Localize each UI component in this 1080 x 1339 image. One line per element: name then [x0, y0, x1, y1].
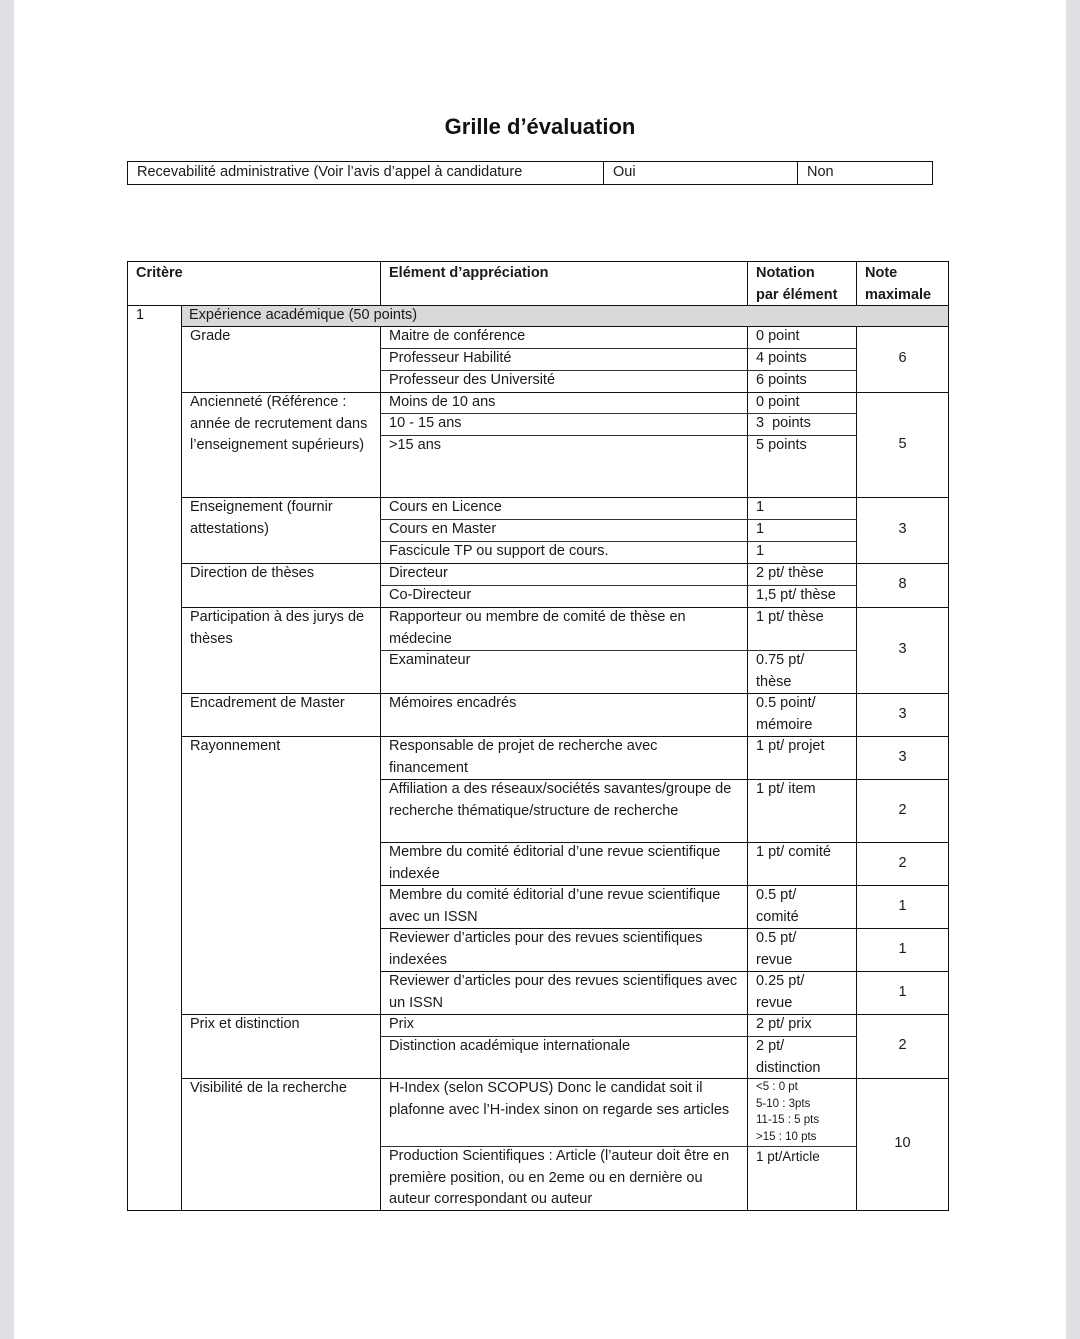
table-border-left — [127, 261, 128, 1211]
max-note-cell: 1 — [898, 897, 907, 914]
max-note-cell: 3 — [898, 521, 907, 538]
max-note-cell: 3 — [898, 705, 907, 722]
element-cell: Responsable de projet de recherche avec financement — [389, 738, 658, 776]
row-divider — [380, 585, 857, 586]
row-divider — [380, 928, 949, 929]
notation-cell: 0.75 pt/ thèse — [756, 652, 805, 690]
page-edge-left — [0, 0, 14, 1339]
notation-cell: 1,5 pt/ thèse — [756, 587, 836, 603]
admin-label: Recevabilité administrative (Voir l’avis d’appel à candidature — [128, 162, 604, 184]
section-title: Expérience académique (50 points) — [189, 307, 418, 323]
notation-hindex-scale — [748, 1078, 856, 1146]
notation-cell: 1 pt/ thèse — [756, 609, 824, 625]
header-note-max — [857, 262, 948, 305]
hindex-tier: >15 : 10 pts — [756, 1130, 817, 1143]
element-cell: H-Index (selon SCOPUS) Donc le candidat soit il plafonne avec l’H-index sinon on regarde ses articles — [389, 1080, 730, 1118]
notation-cell: 1 pt/ comité — [756, 844, 831, 860]
notation-cell: 0.5 pt/ revue — [756, 930, 797, 968]
header-notation-line2: par élément — [756, 286, 838, 303]
notation-cell: 1 — [756, 521, 765, 537]
max-note-cell: 3 — [898, 748, 907, 765]
row-divider — [380, 650, 857, 651]
row-divider — [380, 370, 857, 371]
element-cell: Co-Directeur — [389, 587, 472, 603]
element-cell: Production Scientifiques : Article (l’auteur doit être en première position, ou en 2eme ou en dernière ou auteur correspondant ou auteur — [389, 1148, 730, 1207]
column-divider — [380, 261, 381, 305]
max-note-cell: 10 — [894, 1135, 911, 1152]
notation-cell: 1 pt/ projet — [756, 738, 825, 754]
element-cell: Cours en Licence — [389, 499, 502, 515]
header-notation-line1: Notation — [756, 265, 815, 281]
header-note-line1: Note — [865, 265, 898, 281]
max-note-cell: 3 — [898, 641, 907, 658]
element-cell: 10 - 15 ans — [389, 415, 462, 431]
element-cell: Fascicule TP ou support de cours. — [389, 543, 609, 559]
notation-cell: 0 point — [756, 328, 800, 344]
header-note-line2: maximale — [865, 286, 932, 303]
row-divider — [380, 1036, 857, 1037]
row-divider — [380, 348, 857, 349]
notation-cell: 3 points — [756, 415, 811, 431]
admin-yes-cell[interactable]: Oui — [604, 162, 798, 184]
column-divider — [856, 261, 857, 305]
row-divider — [181, 392, 949, 393]
criterion-enseignement: Enseignement (fournir attestations) — [190, 499, 333, 537]
row-divider — [380, 971, 949, 972]
row-divider — [181, 326, 949, 327]
admin-eligibility-row — [127, 161, 933, 185]
notation-cell: 2 pt/ thèse — [756, 565, 824, 581]
row-divider — [380, 519, 857, 520]
notation-cell: 1 — [756, 499, 765, 515]
notation-cell: 1 pt/ item — [756, 781, 816, 797]
element-cell: Rapporteur ou membre de comité de thèse en médecine — [389, 609, 686, 647]
max-note-cell: 2 — [898, 1037, 907, 1054]
row-divider — [380, 413, 857, 414]
notation-cell: 0.25 pt/ revue — [756, 973, 805, 1011]
row-divider — [181, 736, 949, 737]
element-cell: Distinction académique internationale — [389, 1038, 631, 1054]
criterion-direction-theses: Direction de thèses — [190, 565, 315, 581]
element-cell: Professeur des Université — [389, 372, 556, 388]
notation-cell: 5 points — [756, 437, 807, 453]
element-cell: Reviewer d’articles pour des revues scientifiques indexées — [389, 930, 703, 968]
hindex-tier: 11-15 : 5 pts — [756, 1114, 820, 1126]
criterion-grade: Grade — [190, 328, 231, 344]
element-cell: Reviewer d’articles pour des revues scientifiques avec un ISSN — [389, 973, 738, 1011]
criterion-encadrement: Encadrement de Master — [190, 695, 345, 711]
notation-cell: 4 points — [756, 350, 807, 366]
header-element: Elément d’appréciation — [389, 265, 549, 281]
section-number: 1 — [136, 307, 145, 323]
max-note-cell: 5 — [898, 435, 907, 452]
row-divider — [181, 1078, 949, 1079]
notation-cell: 1 — [756, 543, 765, 559]
criterion-jurys: Participation à des jurys de thèses — [190, 609, 365, 647]
row-divider — [380, 842, 949, 843]
row-divider — [380, 1146, 857, 1147]
element-cell: >15 ans — [389, 437, 442, 453]
column-divider — [181, 305, 182, 1211]
header-critere: Critère — [136, 265, 183, 281]
element-cell: Professeur Habilité — [389, 350, 512, 366]
element-cell: Cours en Master — [389, 521, 497, 537]
notation-cell: 0 point — [756, 394, 800, 410]
table-border-top — [127, 261, 949, 262]
max-note-cell: 1 — [898, 940, 907, 957]
criterion-prix: Prix et distinction — [190, 1016, 300, 1032]
row-divider — [127, 305, 949, 306]
table-border-bottom — [127, 1210, 949, 1211]
max-note-cell: 2 — [898, 854, 907, 871]
max-note-cell: 6 — [898, 350, 907, 367]
hindex-tier: 5-10 : 3pts — [756, 1097, 811, 1110]
section-row — [181, 305, 948, 326]
notation-cell: 1 pt/Article — [756, 1149, 820, 1164]
page-edge-right — [1066, 0, 1080, 1339]
element-cell: Moins de 10 ans — [389, 394, 496, 410]
header-notation — [748, 262, 856, 305]
row-divider — [380, 541, 857, 542]
element-cell: Maitre de conférence — [389, 328, 526, 344]
page-title: Grille d’évaluation — [444, 114, 636, 139]
row-divider — [181, 563, 949, 564]
criterion-visibilite: Visibilité de la recherche — [190, 1080, 347, 1096]
max-note-cell: 1 — [898, 983, 907, 1000]
row-divider — [181, 497, 949, 498]
element-cell: Directeur — [389, 565, 448, 581]
notation-cell: 0.5 point/ mémoire — [756, 695, 816, 733]
element-cell: Membre du comité éditorial d’une revue scientifique indexée — [389, 844, 721, 882]
notation-cell: 0.5 pt/ comité — [756, 887, 799, 925]
notation-cell: 6 points — [756, 372, 807, 388]
admin-no-cell[interactable]: Non — [807, 164, 834, 180]
notation-cell: 2 pt/ prix — [756, 1016, 812, 1032]
element-cell: Examinateur — [389, 652, 471, 668]
hindex-tier: <5 : 0 pt — [756, 1081, 798, 1093]
row-divider — [181, 1014, 949, 1015]
max-note-cell: 8 — [898, 576, 907, 593]
row-divider — [181, 693, 949, 694]
criterion-rayonnement: Rayonnement — [190, 738, 281, 754]
max-note-cell: 2 — [898, 801, 907, 818]
row-divider — [380, 435, 857, 436]
element-cell: Mémoires encadrés — [389, 695, 517, 711]
element-cell: Membre du comité éditorial d’une revue scientifique avec un ISSN — [389, 887, 721, 925]
element-cell: Affiliation a des réseaux/sociétés savantes/groupe de recherche thématique/structure de recherche — [389, 781, 732, 819]
notation-cell: 2 pt/ distinction — [756, 1038, 821, 1076]
criterion-anciennete: Ancienneté (Référence : année de recrutement dans l’enseignement supérieurs) — [190, 394, 368, 453]
column-divider — [747, 261, 748, 305]
row-divider — [181, 607, 949, 608]
row-divider — [380, 779, 949, 780]
row-divider — [380, 885, 949, 886]
element-cell: Prix — [389, 1016, 414, 1032]
